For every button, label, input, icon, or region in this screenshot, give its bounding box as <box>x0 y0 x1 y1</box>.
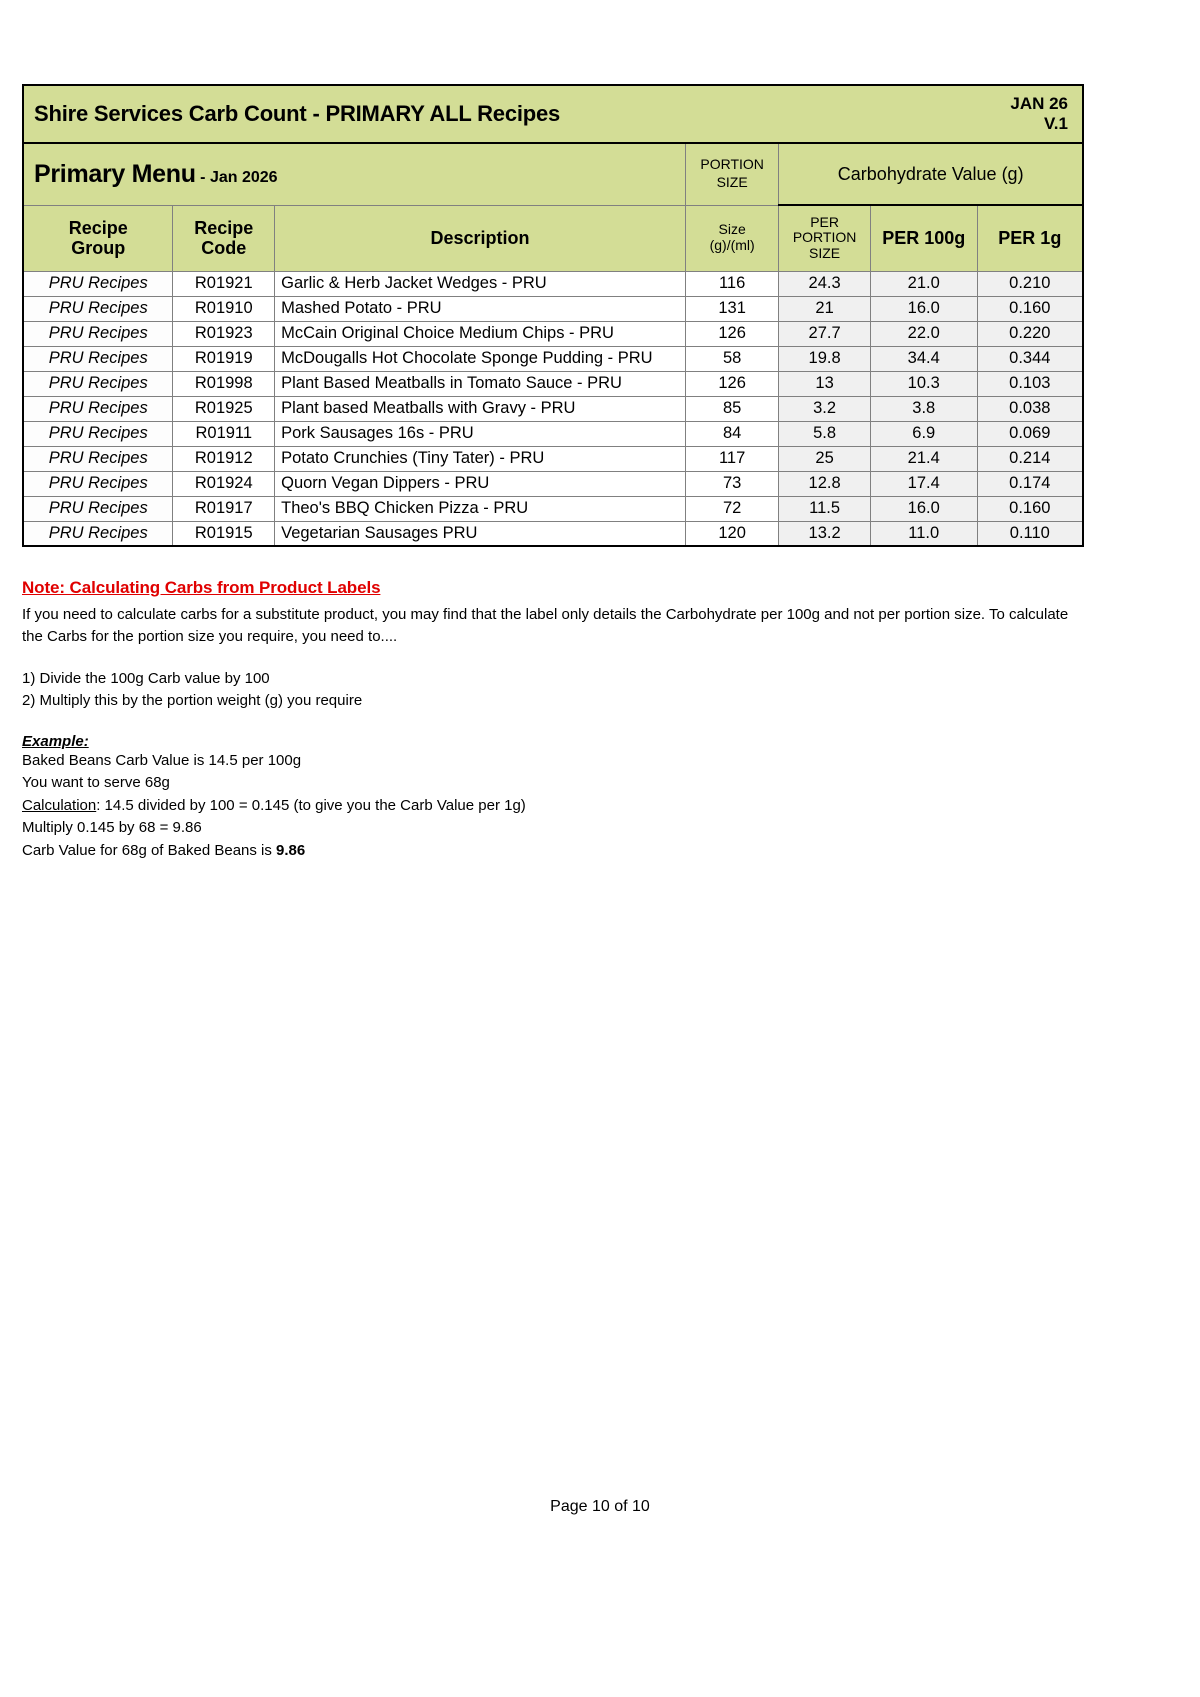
row-recipe-code: R01919 <box>173 346 275 371</box>
col-recipe-group: Recipe Group <box>23 205 173 271</box>
row-per-1g: 0.220 <box>977 321 1083 346</box>
calculation-label: Calculation <box>22 796 97 814</box>
row-recipe-group: PRU Recipes <box>23 446 173 471</box>
table-row <box>23 321 1083 346</box>
row-recipe-code: R01923 <box>173 321 275 346</box>
example-line-2: You want to serve 68g <box>22 774 170 791</box>
row-size: 85 <box>685 396 778 421</box>
row-recipe-code: R01912 <box>173 446 275 471</box>
row-per-1g: 0.174 <box>977 471 1083 496</box>
row-description: McCain Original Choice Medium Chips - PRU <box>275 321 686 346</box>
row-description: Pork Sausages 16s - PRU <box>275 421 686 446</box>
row-description: Mashed Potato - PRU <box>275 296 686 321</box>
row-per-1g: 0.160 <box>977 496 1083 521</box>
row-description: Plant based Meatballs with Gravy - PRU <box>275 396 686 421</box>
page-number: Page 10 of 10 <box>550 1498 650 1515</box>
row-recipe-code: R01915 <box>173 521 275 546</box>
row-size: 84 <box>685 421 778 446</box>
row-per-100g: 21.0 <box>870 271 977 296</box>
col-per-1g: PER 1g <box>977 205 1083 271</box>
version-stamp <box>870 85 1083 143</box>
page-footer <box>0 1498 1200 1516</box>
row-per-100g: 10.3 <box>870 371 977 396</box>
menu-title-cell <box>23 143 685 205</box>
row-per-portion: 25 <box>779 446 870 471</box>
row-recipe-code: R01910 <box>173 296 275 321</box>
row-description: Potato Crunchies (Tiny Tater) - PRU <box>275 446 686 471</box>
row-recipe-code: R01924 <box>173 471 275 496</box>
example-label: Example: <box>22 732 89 750</box>
document-title: Shire Services Carb Count - PRIMARY ALL Recipes <box>23 85 870 143</box>
note-spacer-1 <box>22 648 1092 668</box>
row-per-portion: 12.8 <box>779 471 870 496</box>
note-heading: Note: Calculating Carbs from Product Labels <box>22 578 381 597</box>
row-per-100g: 16.0 <box>870 496 977 521</box>
row-recipe-code: R01911 <box>173 421 275 446</box>
table-row <box>23 396 1083 421</box>
col-per-100g: PER 100g <box>870 205 977 271</box>
row-per-portion: 21 <box>779 296 870 321</box>
example-result-prefix: Carb Value for 68g of Baked Beans is <box>22 841 277 859</box>
menu-row <box>23 143 1083 205</box>
portion-size-group-header <box>685 143 778 205</box>
table-row <box>23 371 1083 396</box>
row-per-1g: 0.214 <box>977 446 1083 471</box>
row-per-1g: 0.344 <box>977 346 1083 371</box>
carb-count-sheet <box>22 84 1084 547</box>
note-step-2: 2) Multiply this by the portion weight (g) you require <box>22 692 363 709</box>
portion-size-line2: SIZE <box>716 174 748 191</box>
col-description: Description <box>275 205 686 271</box>
note-step-1: 1) Divide the 100g Carb value by 100 <box>22 669 270 687</box>
row-description: Vegetarian Sausages PRU <box>275 521 686 546</box>
row-recipe-group: PRU Recipes <box>23 471 173 496</box>
table-row <box>23 296 1083 321</box>
row-recipe-code: R01998 <box>173 371 275 396</box>
row-size: 120 <box>685 521 778 546</box>
table-row <box>23 271 1083 296</box>
row-recipe-group: PRU Recipes <box>23 496 173 521</box>
row-per-100g: 16.0 <box>870 296 977 321</box>
row-recipe-group: PRU Recipes <box>23 296 173 321</box>
note-spacer-2 <box>22 713 1092 733</box>
table-body <box>23 271 1083 546</box>
table-row <box>23 496 1083 521</box>
example-line-4: Multiply 0.145 by 68 = 9.86 <box>22 819 202 836</box>
table-row <box>23 521 1083 546</box>
table-row <box>23 421 1083 446</box>
row-per-100g: 11.0 <box>870 521 977 546</box>
row-size: 117 <box>685 446 778 471</box>
row-per-1g: 0.160 <box>977 296 1083 321</box>
col-per-portion-size: PER PORTION SIZE <box>779 205 870 271</box>
row-per-100g: 17.4 <box>870 471 977 496</box>
row-size: 126 <box>685 371 778 396</box>
row-description: Quorn Vegan Dippers - PRU <box>275 471 686 496</box>
table-row <box>23 446 1083 471</box>
row-per-1g: 0.110 <box>977 521 1083 546</box>
row-size: 131 <box>685 296 778 321</box>
menu-period: - Jan 2026 <box>195 168 278 186</box>
table-row <box>23 471 1083 496</box>
carbohydrate-value-group-header: Carbohydrate Value (g) <box>779 143 1083 205</box>
row-per-portion: 19.8 <box>779 346 870 371</box>
row-recipe-group: PRU Recipes <box>23 346 173 371</box>
row-size: 116 <box>685 271 778 296</box>
row-size: 126 <box>685 321 778 346</box>
version-number: V.1 <box>1044 114 1068 133</box>
col-size: Size (g)/(ml) <box>685 205 778 271</box>
example-calculation <box>22 795 1092 818</box>
row-description: Theo's BBQ Chicken Pizza - PRU <box>275 496 686 521</box>
row-per-1g: 0.210 <box>977 271 1083 296</box>
row-per-100g: 22.0 <box>870 321 977 346</box>
row-per-1g: 0.038 <box>977 396 1083 421</box>
row-size: 58 <box>685 346 778 371</box>
row-per-portion: 3.2 <box>779 396 870 421</box>
column-header-row <box>23 205 1083 271</box>
row-per-100g: 34.4 <box>870 346 977 371</box>
example-line-1: Baked Beans Carb Value is 14.5 per 100g <box>22 751 302 769</box>
note-paragraph: If you need to calculate carbs for a substitute product, you may find that the label only details the Carbohydrate per 100g and not per portion size. To calculate the Carbs for the portion size you require, you need to.... <box>22 606 1069 645</box>
row-per-1g: 0.103 <box>977 371 1083 396</box>
notes-section <box>22 578 1092 862</box>
row-recipe-code: R01921 <box>173 271 275 296</box>
row-per-1g: 0.069 <box>977 421 1083 446</box>
col-recipe-code: Recipe Code <box>173 205 275 271</box>
row-per-100g: 21.4 <box>870 446 977 471</box>
calculation-detail: : 14.5 divided by 100 = 0.145 (to give you the Carb Value per 1g) <box>96 796 526 814</box>
version-month: JAN 26 <box>1010 93 1068 113</box>
row-description: Garlic & Herb Jacket Wedges - PRU <box>275 271 686 296</box>
table-header <box>23 85 1083 271</box>
row-per-portion: 13 <box>779 371 870 396</box>
row-size: 73 <box>685 471 778 496</box>
row-recipe-group: PRU Recipes <box>23 271 173 296</box>
menu-name: Primary Menu <box>34 159 196 188</box>
row-recipe-code: R01917 <box>173 496 275 521</box>
title-row <box>23 85 1083 143</box>
row-recipe-group: PRU Recipes <box>23 396 173 421</box>
row-per-portion: 5.8 <box>779 421 870 446</box>
row-size: 72 <box>685 496 778 521</box>
example-line-5 <box>22 840 1092 863</box>
row-recipe-group: PRU Recipes <box>23 321 173 346</box>
row-per-100g: 3.8 <box>870 396 977 421</box>
row-recipe-group: PRU Recipes <box>23 371 173 396</box>
row-per-portion: 11.5 <box>779 496 870 521</box>
row-recipe-group: PRU Recipes <box>23 421 173 446</box>
row-per-100g: 6.9 <box>870 421 977 446</box>
row-per-portion: 13.2 <box>779 521 870 546</box>
row-recipe-group: PRU Recipes <box>23 521 173 546</box>
row-per-portion: 24.3 <box>779 271 870 296</box>
example-result-value: 9.86 <box>276 841 306 859</box>
row-per-portion: 27.7 <box>779 321 870 346</box>
carb-count-table <box>22 84 1084 547</box>
portion-size-line1: PORTION <box>700 156 764 173</box>
row-description: McDougalls Hot Chocolate Sponge Pudding - PRU <box>275 346 686 371</box>
table-row <box>23 346 1083 371</box>
row-description: Plant Based Meatballs in Tomato Sauce - PRU <box>275 371 686 396</box>
row-recipe-code: R01925 <box>173 396 275 421</box>
